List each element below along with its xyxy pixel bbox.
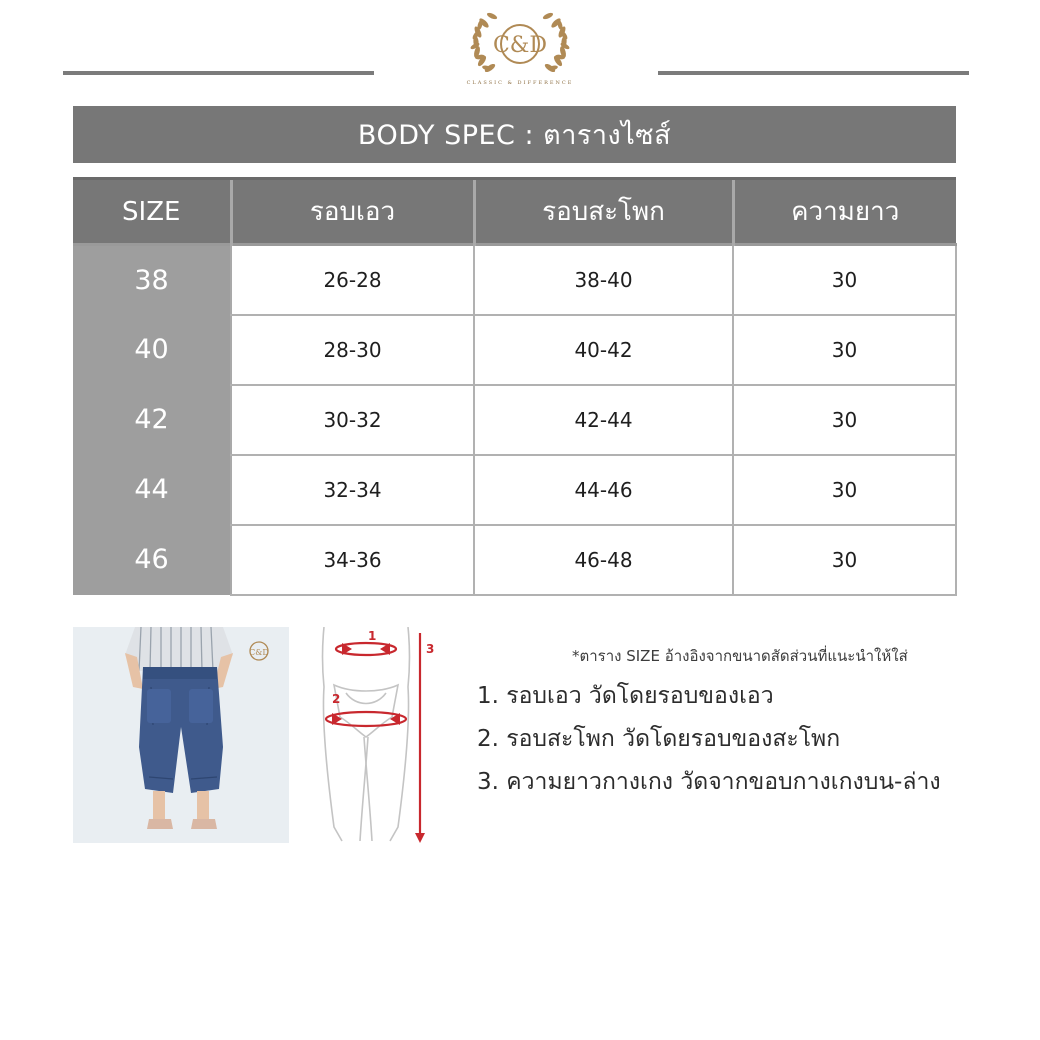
laurel-wreath-icon	[460, 4, 580, 80]
length-cell: 30	[733, 385, 956, 455]
size-cell: 46	[73, 525, 231, 595]
hip-cell: 38-40	[474, 245, 733, 315]
size-cell: 42	[73, 385, 231, 455]
length-cell: 30	[733, 525, 956, 595]
waist-cell: 28-30	[231, 315, 474, 385]
header-waist: รอบเอว	[231, 179, 474, 245]
table-row	[73, 315, 956, 385]
size-reference-note: *ตาราง SIZE อ้างอิงจากขนาดสัดส่วนที่แนะนำให้ใส่	[572, 647, 908, 665]
table-row	[73, 245, 956, 315]
length-cell: 30	[733, 315, 956, 385]
header-size: SIZE	[73, 179, 231, 245]
model-wearing-pants-image	[73, 627, 289, 843]
waist-cell: 32-34	[231, 455, 474, 525]
brand-logo	[460, 4, 580, 88]
size-cell: 44	[73, 455, 231, 525]
size-cell: 38	[73, 245, 231, 315]
brand-monogram: C&D	[492, 33, 548, 58]
measurement-diagram	[312, 627, 442, 847]
guide-hip: 2. รอบสะโพก วัดโดยรอบของสะโพก	[477, 726, 841, 752]
table-row	[73, 385, 956, 455]
page-title: BODY SPEC : ตารางไซส์	[357, 120, 672, 151]
table-row	[73, 525, 956, 595]
photo-logo-monogram: C&D	[249, 648, 269, 657]
waist-cell: 26-28	[231, 245, 474, 315]
product-photo	[73, 627, 289, 843]
size-table	[73, 177, 956, 596]
length-cell: 30	[733, 245, 956, 315]
size-cell: 40	[73, 315, 231, 385]
header-length: ความยาว	[733, 179, 956, 245]
marker-3: 3	[426, 642, 435, 656]
waist-cell: 30-32	[231, 385, 474, 455]
brand-tagline: CLASSIC & DIFFERENCE	[466, 80, 574, 86]
marker-1: 1	[368, 629, 377, 643]
body-outline-icon	[312, 627, 442, 847]
title-bar	[73, 106, 956, 163]
table-row	[73, 455, 956, 525]
hip-cell: 46-48	[474, 525, 733, 595]
marker-2: 2	[332, 692, 341, 706]
waist-cell: 34-36	[231, 525, 474, 595]
divider-left	[63, 71, 374, 75]
hip-cell: 42-44	[474, 385, 733, 455]
hip-cell: 44-46	[474, 455, 733, 525]
hip-cell: 40-42	[474, 315, 733, 385]
table-header-row	[73, 179, 956, 245]
divider-right	[658, 71, 969, 75]
guide-waist: 1. รอบเอว วัดโดยรอบของเอว	[477, 683, 774, 709]
header-hip: รอบสะโพก	[474, 179, 733, 245]
length-cell: 30	[733, 455, 956, 525]
guide-length: 3. ความยาวกางเกง วัดจากขอบกางเกงบน-ล่าง	[477, 769, 941, 795]
